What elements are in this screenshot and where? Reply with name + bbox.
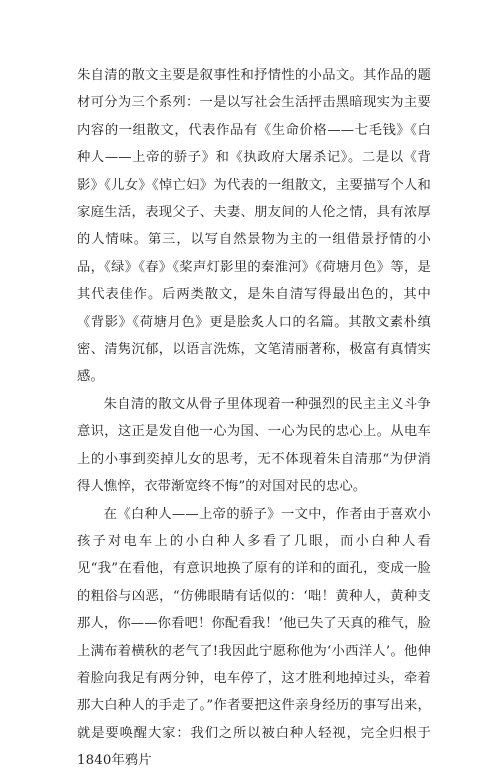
paragraph-2: 朱自清的散文从骨子里体现着一种强烈的民主主义斗争意识，这正是发自他一心为国、一心为民的忠心上。从电车上的小事到奕掉儿女的思考，无不体现着朱自清那“为伊消得人憔悴，衣带渐宽终不悔”的对国对民的忠心。 (77, 396, 431, 495)
paragraph-1: 朱自清的散文主要是叙事性和抒情性的小品文。其作品的题材可分为三个系列：一是以写社会生活抨击黑暗现实为主要内容的一组散文，代表作品有《生命价格——七毛钱》《白种人——上帝的骄子》和《执政府大屠杀记》。二是以《背影》《儿女》《悼亡妇》为代表的一组散文，主要描写个人和家庭生活，表现父子、夫妻、朋友间的人伦之情，具有浓厚的人情味。第三，以写自然景物为主的一组借景抒情的小品，《绿》《春》《桨声灯影里的秦淮河》《荷塘月色》等，是其代表佳作。后两类散文，是朱自清写得最出色的，其中《背影》《荷塘月色》更是脍炙人口的名篇。其散文素朴缜密、清隽沉郁，以语言洗炼，文笔清丽著称，极富有真情实感。 (77, 68, 431, 385)
paragraph-3: 在《白种人——上帝的骄子》一文中，作者由于喜欢小孩子对电车上的小白种人多看了几眼，而小白种人看见“我”在看他，有意识地换了原有的详和的面孔，变成一脸的粗俗与凶恶，“仿佛眼睛有话似的：‘咄！黄种人，黄种支那人，你——你看吧！你配看我！’他已失了天真的稚气，脸上满布着横秋的老气了!我因此宁愿称他为‘小西洋人’。他伸着脸向我足有两分钟，电车停了，这才胜利地掉过头，牵着那大白种人的手走了。”作者要把这件亲身经历的事写出来，就是要唤醒大家：我们之所以被白种人轻视，完全归根于1840年鸦片 (77, 506, 431, 769)
document-body (77, 62, 431, 775)
